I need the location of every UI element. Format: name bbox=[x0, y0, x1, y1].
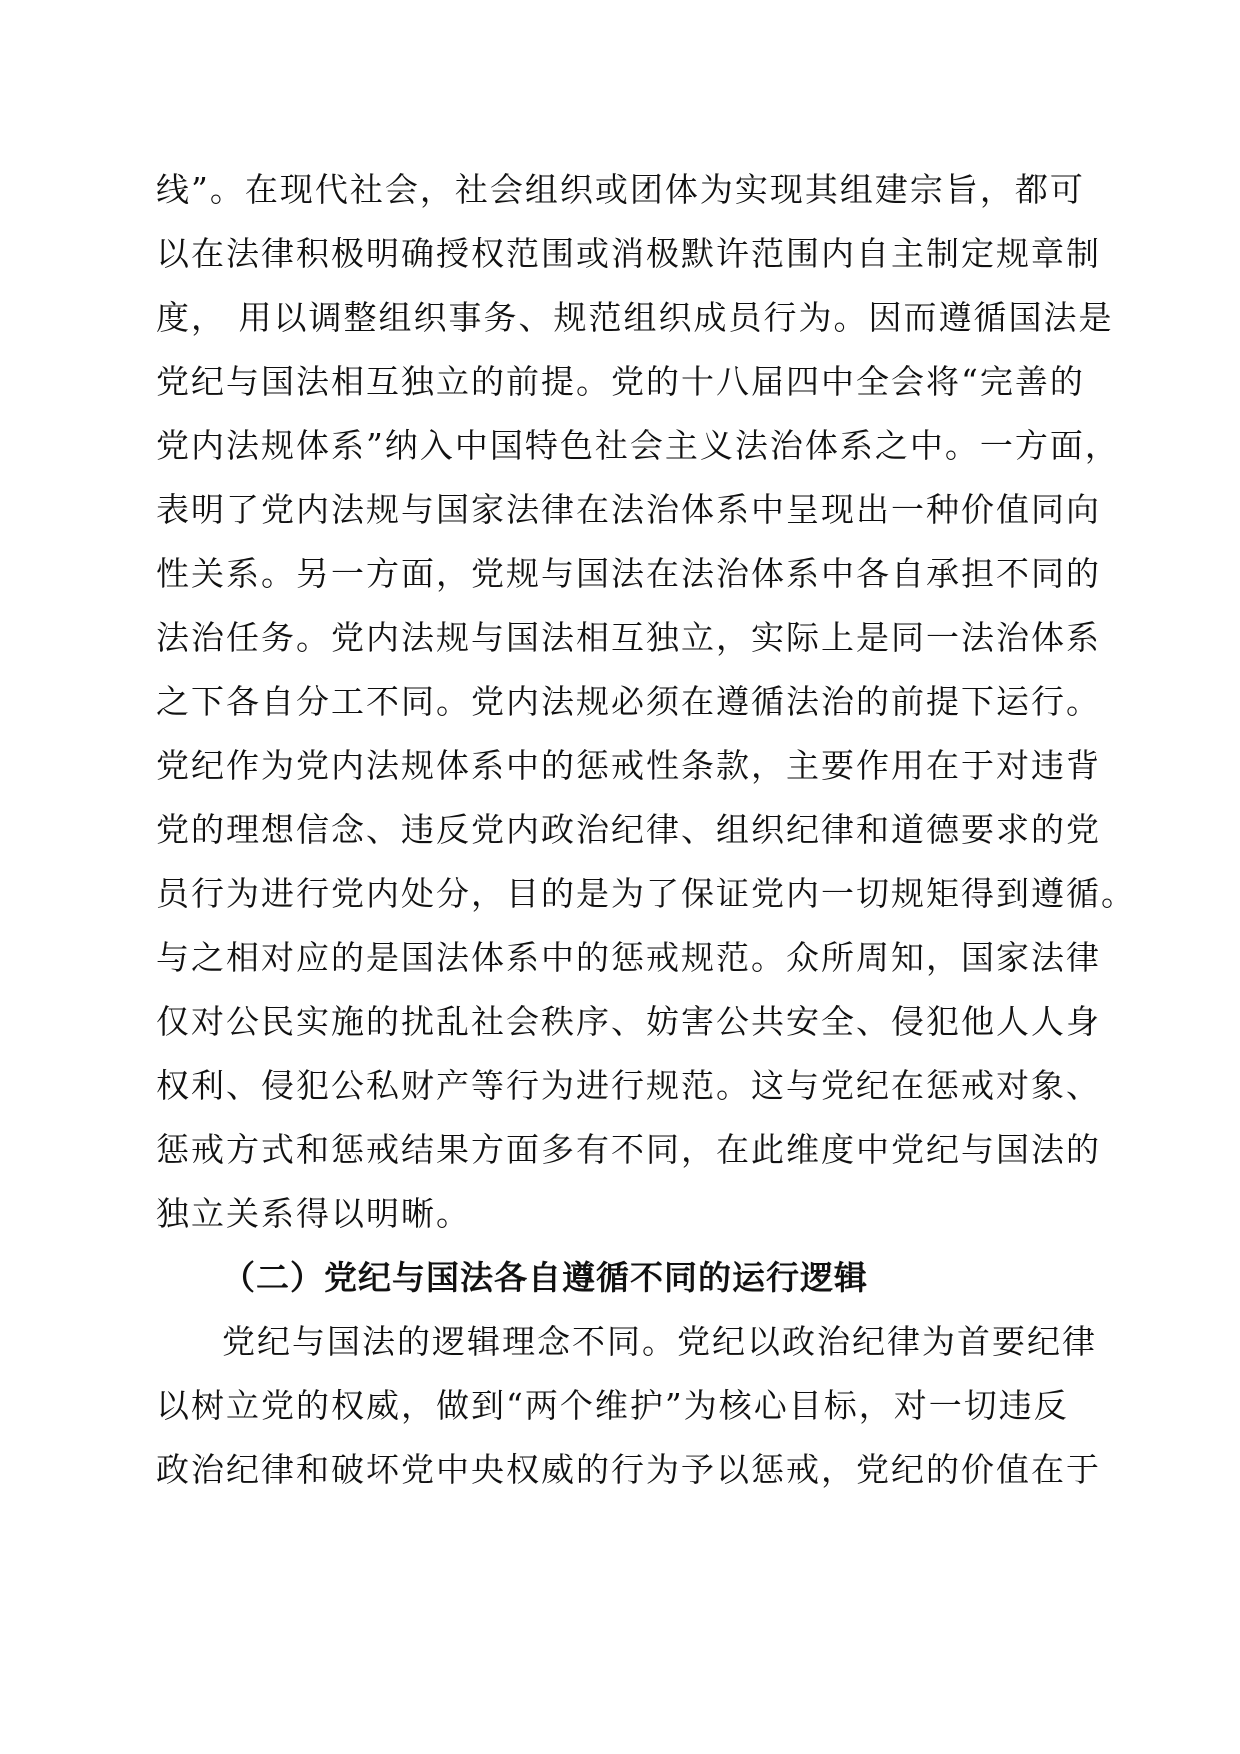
body-line: 党内法规体系”纳入中国特色社会主义法治体系之中。一方面， bbox=[156, 426, 1120, 465]
body-line: 与之相对应的是国法体系中的惩戒规范。众所周知，国家法律 bbox=[156, 938, 1101, 977]
body-line: 仅对公民实施的扰乱社会秩序、妨害公共安全、侵犯他人人身 bbox=[156, 1002, 1101, 1041]
body-line: 表明了党内法规与国家法律在法治体系中呈现出一种价值同向 bbox=[156, 490, 1101, 529]
body-line: 党纪与国法的逻辑理念不同。党纪以政治纪律为首要纪律 bbox=[222, 1322, 1097, 1361]
body-line: 权利、侵犯公私财产等行为进行规范。这与党纪在惩戒对象、 bbox=[156, 1066, 1101, 1105]
section-heading: （二）党纪与国法各自遵循不同的运行逻辑 bbox=[222, 1258, 868, 1297]
body-line: 法治任务。党内法规与国法相互独立，实际上是同一法治体系 bbox=[156, 618, 1101, 657]
body-line: 独立关系得以明晰。 bbox=[156, 1194, 471, 1233]
body-line: 度， 用以调整组织事务、规范组织成员行为。因而遵循国法是 bbox=[156, 298, 1114, 337]
body-line: 以树立党的权威，做到“两个维护”为核心目标，对一切违反 bbox=[156, 1386, 1069, 1425]
body-line: 惩戒方式和惩戒结果方面多有不同，在此维度中党纪与国法的 bbox=[156, 1130, 1101, 1169]
body-line: 以在法律积极明确授权范围或消极默许范围内自主制定规章制 bbox=[156, 234, 1101, 273]
body-line: 政治纪律和破坏党中央权威的行为予以惩戒，党纪的价值在于 bbox=[156, 1450, 1101, 1489]
body-line: 党纪与国法相互独立的前提。党的十八届四中全会将“完善的 bbox=[156, 362, 1085, 401]
body-line: 员行为进行党内处分，目的是为了保证党内一切规矩得到遵循。 bbox=[156, 874, 1136, 913]
body-line: 性关系。另一方面，党规与国法在法治体系中各自承担不同的 bbox=[156, 554, 1101, 593]
body-line: 党纪作为党内法规体系中的惩戒性条款，主要作用在于对违背 bbox=[156, 746, 1101, 785]
body-line: 党的理想信念、违反党内政治纪律、组织纪律和道德要求的党 bbox=[156, 810, 1101, 849]
body-line: 之下各自分工不同。党内法规必须在遵循法治的前提下运行。 bbox=[156, 682, 1101, 721]
body-line: 线”。在现代社会，社会组织或团体为实现其组建宗旨，都可 bbox=[156, 170, 1085, 209]
